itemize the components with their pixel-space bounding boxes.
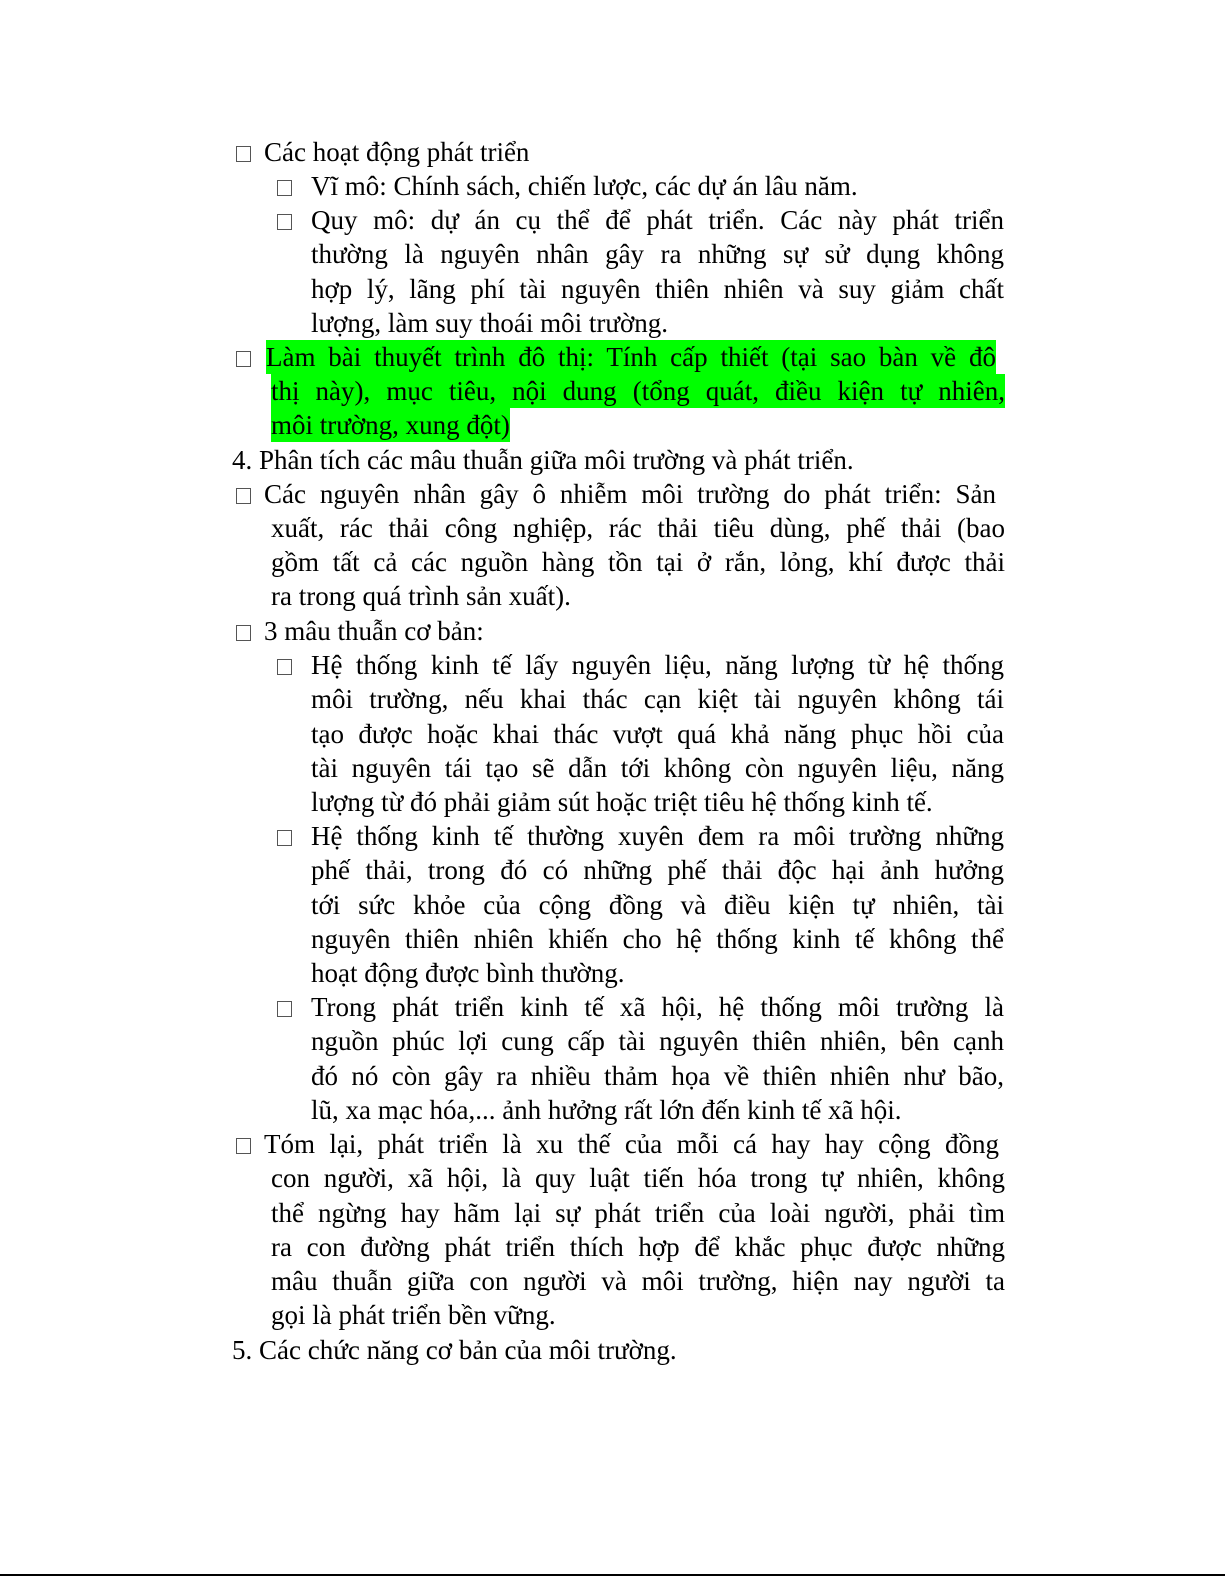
text-line: gọi là phát triển bền vững. — [271, 1300, 556, 1330]
text-line: 5. Các chức năng cơ bản của môi trường. — [232, 1335, 677, 1365]
text-line: lượng từ đó phải giảm sút hoặc triệt tiêu hệ thống kinh tế. — [311, 787, 933, 817]
text-line: hợp lý, lãng phí tài nguyên thiên nhiên và suy giảm chất — [311, 274, 1004, 304]
bullet-box-icon — [236, 1127, 251, 1161]
text-line: nguồn phúc lợi cung cấp tài nguyên thiên nhiên, bên cạnh — [311, 1026, 1004, 1056]
text-line: Tóm lại, phát triển là xu thế của mỗi cá hay hay cộng đồng — [264, 1129, 999, 1159]
text-line: gồm tất cả các nguồn hàng tồn tại ở rắn, lỏng, khí được thải — [271, 547, 1005, 577]
text-line: tài nguyên tái tạo sẽ dẫn tới không còn nguyên liệu, năng — [311, 753, 1004, 783]
text-line: Các nguyên nhân gây ô nhiễm môi trường do phát triển: Sản — [264, 479, 996, 509]
text-line: nguyên thiên nhiên khiến cho hệ thống kinh tế không thể — [311, 924, 1004, 954]
text-line: 4. Phân tích các mâu thuẫn giữa môi trường và phát triển. — [232, 445, 854, 475]
bullet-box-icon — [277, 169, 292, 203]
text-line: thường là nguyên nhân gây ra những sự sử dụng không — [311, 239, 1004, 269]
text-line: tạo được hoặc khai thác vượt quá khả năng phục hồi của — [311, 719, 1004, 749]
text-line: 3 mâu thuẫn cơ bản: — [264, 616, 484, 646]
bullet-box-icon — [277, 203, 292, 237]
text-line: lượng, làm suy thoái môi trường. — [311, 308, 669, 338]
bullet-box-icon — [277, 819, 292, 853]
text-line: con người, xã hội, là quy luật tiến hóa trong tự nhiên, không — [271, 1163, 1005, 1193]
text-line: Hệ thống kinh tế thường xuyên đem ra môi trường những — [311, 821, 1004, 851]
bullet-box-icon — [236, 340, 251, 374]
bullet-box-icon — [277, 648, 292, 682]
text-line: đó nó còn gây ra nhiều thảm họa về thiên nhiên như bão, — [311, 1061, 1004, 1091]
text-line: lũ, xa mạc hóa,... ảnh hưởng rất lớn đến kinh tế xã hội. — [311, 1095, 902, 1125]
text-line: ra trong quá trình sản xuất). — [271, 581, 571, 611]
text-line: xuất, rác thải công nghiệp, rác thải tiêu dùng, phế thải (bao — [271, 513, 1005, 543]
text-line: Hệ thống kinh tế lấy nguyên liệu, năng lượng từ hệ thống — [311, 650, 1004, 680]
text-line: ra con đường phát triển thích hợp để khắc phục được những — [271, 1232, 1005, 1262]
text-line: phế thải, trong đó có những phế thải độc hại ảnh hưởng — [311, 855, 1004, 885]
text-line: Trong phát triển kinh tế xã hội, hệ thống môi trường là — [311, 992, 1004, 1022]
bullet-box-icon — [277, 990, 292, 1024]
bullet-box-icon — [236, 477, 251, 511]
bullet-box-icon — [236, 135, 251, 169]
highlighted-text-line: Làm bài thuyết trình đô thị: Tính cấp thiết (tại sao bàn về đô — [266, 342, 996, 372]
text-line: thể ngừng hay hãm lại sự phát triển của loài người, phải tìm — [271, 1198, 1005, 1228]
text-line: mâu thuẫn giữa con người và môi trường, hiện nay người ta — [271, 1266, 1005, 1296]
text-line: tới sức khỏe của cộng đồng và điều kiện tự nhiên, tài — [311, 890, 1004, 920]
text-line: hoạt động được bình thường. — [311, 958, 625, 988]
text-line: Quy mô: dự án cụ thể để phát triển. Các này phát triển — [311, 205, 1004, 235]
highlighted-text-line: thị này), mục tiêu, nội dung (tổng quát, điều kiện tự nhiên, — [271, 376, 1005, 406]
text-line: Vĩ mô: Chính sách, chiến lược, các dự án lâu năm. — [311, 171, 858, 201]
bullet-box-icon — [236, 614, 251, 648]
highlighted-text-line: môi trường, xung đột) — [271, 410, 510, 440]
page-bottom-border — [0, 1574, 1225, 1576]
text-line: Các hoạt động phát triển — [264, 137, 530, 167]
text-line: môi trường, nếu khai thác cạn kiệt tài nguyên không tái — [311, 684, 1004, 714]
